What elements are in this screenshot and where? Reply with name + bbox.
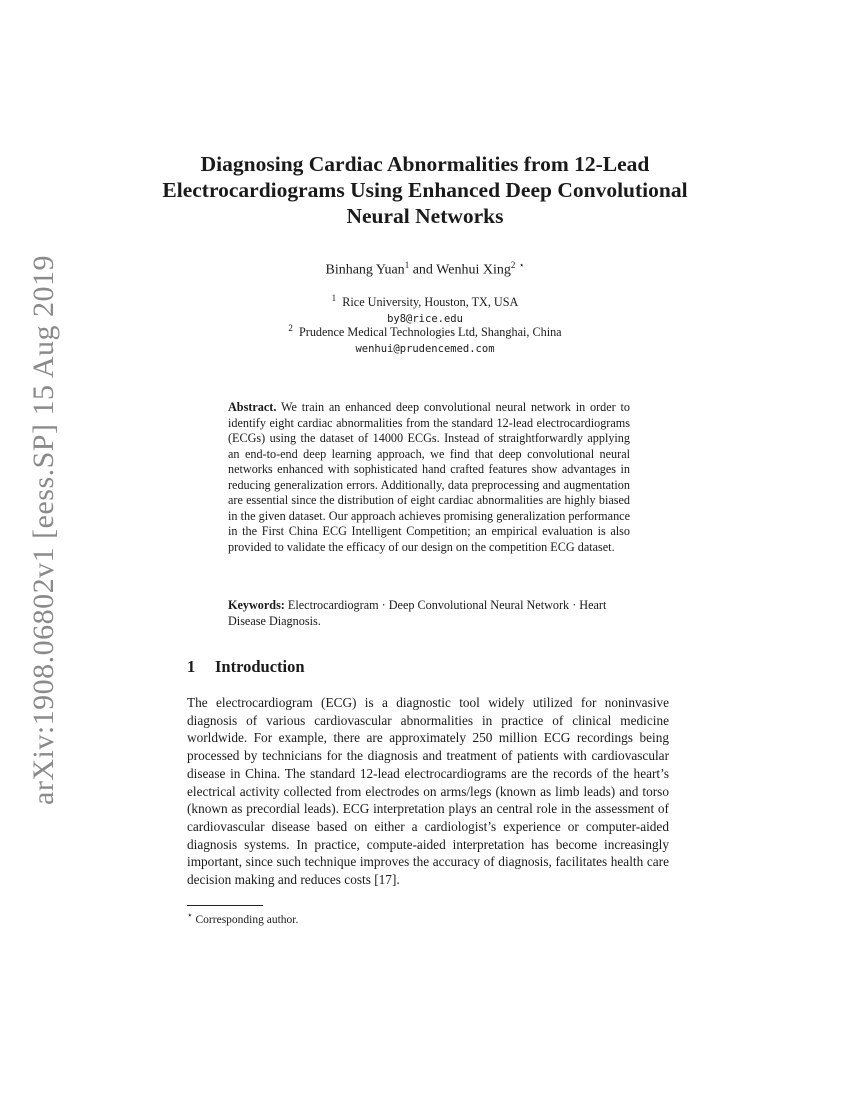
author-name: Binhang Yuan xyxy=(325,262,405,278)
author-line xyxy=(150,260,700,279)
email-address[interactable]: wenhui@prudencemed.com xyxy=(355,343,495,356)
abstract-text: We train an enhanced deep convolutional neural network in order to identify eight cardiac abnormalities from the standard 12-lead electrocardiograms (ECGs) using the dataset of 14000 ECGs. Instead of straightforwardly applying an end-to-end deep learning approach, we find that deep convolutional neural networks enhanced with sophisticated hand crafted features show advantages in reducing generalization errors. Additionally, data preprocessing and augmentation are essential since the distribution of eight cardiac abnormalities are highly biased in the given dataset. Our approach achieves promising generalization performance in the First China ECG Intelligent Competition; an empirical evaluation is also provided to validate the efficacy of our design on the competition ECG dataset. xyxy=(228,400,630,554)
email-address[interactable]: by8@rice.edu xyxy=(387,313,463,326)
corresponding-mark: ⋆ xyxy=(518,260,525,270)
affiliation-name: Prudence Medical Technologies Ltd, Shanghai, China xyxy=(299,325,562,340)
footnote-divider xyxy=(187,905,263,906)
section-heading xyxy=(187,657,305,677)
keywords xyxy=(228,598,630,629)
arxiv-stamp xyxy=(20,250,68,810)
affiliation-mark: 1 xyxy=(331,293,337,303)
affiliation-mark: 2 xyxy=(510,260,516,270)
affiliation-name: Rice University, Houston, TX, USA xyxy=(342,295,519,310)
footnote xyxy=(187,910,298,926)
section-number: 1 xyxy=(187,657,196,676)
arxiv-identifier: arXiv:1908.06802v1 [eess.SP] 15 Aug 2019 xyxy=(27,255,60,805)
paper-title: Diagnosing Cardiac Abnormalities from 12-Lead Electrocardiograms Using Enhanced Deep Convolutional Neural Networks xyxy=(162,152,688,228)
abstract-label: Abstract. xyxy=(228,400,277,414)
affiliation xyxy=(150,320,700,357)
affiliation-mark: 1 xyxy=(404,260,410,270)
author-name: Wenhui Xing xyxy=(436,262,511,278)
author-conjunction: and xyxy=(412,262,433,278)
footnote-mark: ⋆ xyxy=(187,910,193,920)
keywords-label: Keywords: xyxy=(228,598,285,612)
affiliation-mark: 2 xyxy=(288,323,293,333)
body-paragraph: The electrocardiogram (ECG) is a diagnostic tool widely utilized for noninvasive diagnosis of various cardiovascular abnormalities in practice of clinical medicine worldwide. For example, there are approximately 250 million ECG recordings being processed by technicians for the diagnosis and treatment of patients with cardiovascular disease in China. The standard 12-lead electrocardiograms are the records of the heart’s electrical activity collected from electrodes on arms/legs (known as limb leads) and torso (known as precordial leads). ECG interpretation plays an central role in the assessment of cardiovascular disease based on either a cardiologist’s experience or computer-aided diagnosis systems. In practice, compute-aided interpretation has become increasingly important, since such technique improves the accuracy of diagnosis, facilitates health care decision making and reduces costs [17]. xyxy=(187,695,669,888)
abstract xyxy=(228,400,630,555)
keywords-text: Electrocardiogram · Deep Convolutional Neural Network · Heart Disease Diagnosis. xyxy=(228,598,607,628)
footnote-text: Corresponding author. xyxy=(195,913,299,926)
section-title: Introduction xyxy=(215,657,305,676)
